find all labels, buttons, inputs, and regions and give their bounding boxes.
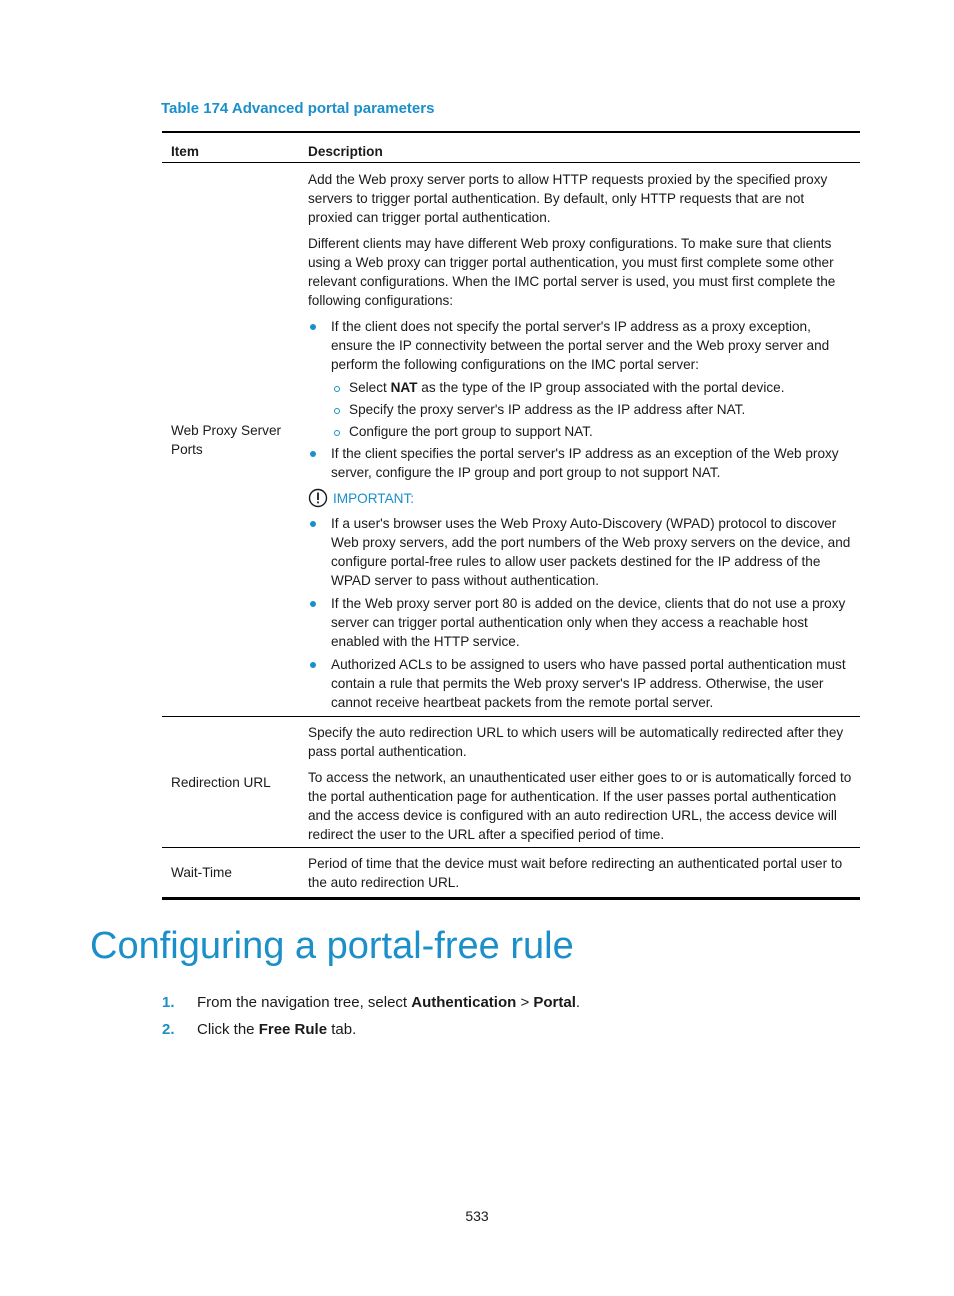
item-cell: Redirection URL (171, 774, 271, 790)
sub-bullet-text: Select (349, 380, 391, 395)
menu-path-authentication: Authentication (411, 994, 517, 1011)
important-label: IMPORTANT: (333, 490, 415, 506)
sub-bullet-text: as the type of the IP group associated with the portal device. (417, 380, 785, 395)
important-note (308, 488, 852, 508)
step-item (162, 1020, 580, 1039)
steps-list (162, 993, 580, 1047)
description-paragraph: Add the Web proxy server ports to allow HTTP requests proxied by the specified proxy servers to trigger portal authentication. By default, only HTTP requests that are not proxied can trigger portal authentication. (308, 172, 828, 225)
sub-bullet-item (308, 378, 852, 397)
section-title: Configuring a portal-free rule (90, 925, 574, 967)
bullet-item: If the client does not specify the portal server's IP address as a proxy exception, ensure the IP connectivity between the portal server and the Web proxy server and perform the following configurations on the IMC portal server: (308, 317, 852, 374)
description-cell (299, 717, 860, 847)
item-cell: Web Proxy Server Ports (171, 422, 282, 457)
description-cell (299, 848, 860, 897)
table-row (162, 717, 860, 848)
step-text (197, 1020, 356, 1039)
step-number: 2. (162, 1021, 175, 1038)
advanced-portal-parameters-table (162, 131, 860, 900)
sub-bullet-bold: NAT (390, 380, 418, 395)
description-paragraph: Different clients may have different Web proxy configurations. To make sure that clients using a Web proxy can trigger portal authentication, you must first complete some other relevant configurations. When the IMC portal server is used, you must first complete the following configurations: (308, 236, 836, 308)
table-caption: Table 174 Advanced portal parameters (161, 100, 435, 117)
step-text-part: . (575, 994, 581, 1011)
step-item (162, 993, 580, 1012)
description-paragraph: Specify the auto redirection URL to which users will be automatically redirected after they pass portal authentication. (308, 725, 844, 759)
step-text-part: From the navigation tree, select (197, 994, 412, 1011)
bullet-item: If a user's browser uses the Web Proxy Auto-Discovery (WPAD) protocol to discover Web proxy servers, add the port numbers of the Web proxy servers on the device, and configure portal-free rules to allow user packets destined for the IP address of the WPAD server to pass without authentication. (308, 514, 852, 590)
bullet-item: Authorized ACLs to be assigned to users who have passed portal authentication must contain a rule that permits the Web proxy server's IP address. Otherwise, the user cannot receive heartbeat packets from the remote portal server. (308, 655, 852, 712)
step-number: 1. (162, 994, 175, 1011)
table-row (162, 848, 860, 897)
description-cell (299, 163, 860, 716)
header-description: Description (308, 144, 383, 159)
description-paragraph: Period of time that the device must wait before redirecting an authenticated portal user to the auto redirection URL. (308, 856, 843, 890)
page-number: 533 (465, 1208, 489, 1224)
bullet-item: If the client specifies the portal server's IP address as an exception of the Web proxy server, configure the IP group and port group to not support NAT. (308, 444, 852, 482)
item-cell: Wait-Time (171, 865, 232, 880)
sub-bullet-item: Configure the port group to support NAT. (308, 422, 852, 441)
sub-bullet-item: Specify the proxy server's IP address as the IP address after NAT. (308, 400, 852, 419)
step-text (197, 993, 580, 1012)
exclamation-circle-icon (308, 488, 328, 508)
bullet-item: If the Web proxy server port 80 is added on the device, clients that do not use a proxy server can trigger portal authentication only when they access a reachable host enabled with the HTTP service. (308, 594, 852, 651)
description-paragraph: To access the network, an unauthenticated user either goes to or is automatically forced to the portal authentication page for authentication. If the user passes portal authentication and the access device is configured with an auto redirection URL, the access device will redirect the user to the URL after a specified period of time. (308, 770, 852, 842)
step-text-part: tab. (327, 1021, 357, 1038)
step-text-part: > (516, 994, 534, 1011)
header-item: Item (171, 144, 199, 159)
tab-free-rule: Free Rule (258, 1021, 328, 1038)
step-text-part: Click the (197, 1021, 259, 1038)
table-row (162, 163, 860, 717)
table-header-row (162, 133, 860, 163)
menu-path-portal: Portal (533, 994, 576, 1011)
